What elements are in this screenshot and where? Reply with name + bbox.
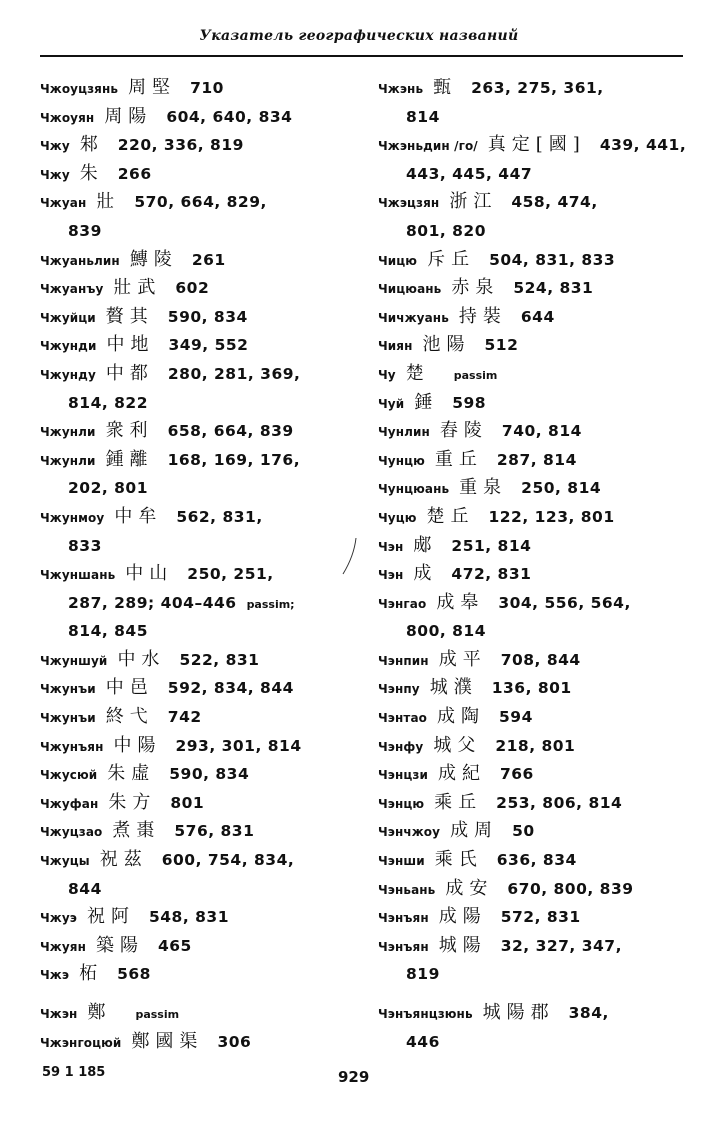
index-column-left — [40, 74, 370, 1056]
entry-chinese-characters: 成安 — [445, 877, 494, 899]
index-entry — [378, 789, 688, 818]
entry-name: Чэнши — [378, 854, 425, 869]
entry-chinese-characters: 乘丘 — [434, 791, 483, 813]
entry-name: Чэнпу — [378, 682, 420, 697]
page-references: 472, 831 — [451, 565, 532, 584]
page-references: 801, 820 — [406, 221, 486, 240]
entry-chinese-characters: 壯武 — [113, 277, 162, 299]
entry-chinese-characters: 乘氏 — [434, 849, 483, 871]
index-entry — [378, 389, 688, 418]
entry-name: Чжунди — [40, 339, 97, 354]
entry-chinese-characters: 鱄陵 — [129, 248, 178, 270]
entry-name: Чжуэ — [40, 911, 77, 926]
index-entry — [378, 703, 688, 732]
page-references: 280, 281, 369, — [167, 364, 301, 383]
entry-chinese-characters: 終弋 — [105, 706, 154, 728]
index-entry — [40, 1028, 370, 1057]
index-entry — [40, 331, 370, 360]
entry-name: Чжоуян — [40, 110, 95, 125]
page-references: 384, — [568, 1004, 609, 1022]
index-entry — [378, 360, 688, 389]
page-references: 814, 822 — [68, 393, 148, 412]
entry-name: Чжуншань — [40, 568, 116, 583]
index-entry — [40, 646, 370, 675]
page-references: 570, 664, 829, — [134, 193, 267, 212]
entry-name: Чуцю — [378, 510, 417, 525]
entry-chinese-characters: 邾 — [79, 134, 104, 156]
entry-name: Чжусюй — [40, 768, 98, 783]
index-entry — [40, 960, 370, 989]
entry-name: Чжэнгоцюй — [40, 1035, 122, 1050]
entry-name: Чэнцю — [378, 796, 425, 811]
entry-chinese-characters: 成皋 — [436, 591, 485, 613]
page-references: 548, 831 — [148, 908, 229, 927]
page-references: 658, 664, 839 — [167, 422, 294, 441]
entry-chinese-characters: 持裝 — [458, 305, 507, 327]
entry-chinese-characters: 成紀 — [437, 763, 486, 785]
index-entry — [40, 760, 370, 789]
index-entry — [378, 303, 688, 332]
entry-chinese-characters: 甄 — [433, 77, 458, 98]
index-entry-continuation — [378, 617, 688, 646]
index-entry — [40, 246, 370, 275]
entry-name: Чжэньдин /го/ — [378, 139, 478, 154]
index-entry — [378, 503, 688, 532]
page-references: 306 — [217, 1032, 252, 1051]
entry-name: Чжу — [40, 139, 70, 154]
entry-name: Чжуанъу — [40, 282, 104, 297]
entry-chinese-characters: 鄭國渠 — [131, 1030, 204, 1052]
page-references: 598 — [452, 393, 487, 412]
entry-name: Чжуйци — [40, 310, 96, 325]
entry-name: Чжунли — [40, 425, 96, 440]
entry-name: Чэнчжоу — [378, 825, 441, 840]
page-references: 814, 845 — [68, 622, 148, 641]
index-entry — [40, 417, 370, 446]
entry-name: Чэнъян — [378, 939, 429, 954]
entry-chinese-characters: 成陶 — [437, 706, 485, 728]
page-references: 590, 834 — [167, 307, 248, 326]
entry-name: Чэнцзи — [378, 768, 428, 783]
entry-chinese-characters: 郕 — [413, 534, 438, 556]
entry-name: Чунцюань — [378, 482, 450, 497]
entry-name: Чэнфу — [378, 739, 424, 754]
index-entry-continuation — [378, 103, 688, 132]
entry-name: Чу — [378, 367, 396, 382]
entry-name: Чжунли — [40, 453, 96, 468]
index-entry — [378, 446, 688, 475]
page-references: 819 — [406, 965, 440, 984]
entry-chinese-characters: 柘 — [79, 963, 104, 985]
entry-chinese-characters: 浙江 — [449, 191, 498, 213]
margin-pencil-mark — [340, 536, 360, 576]
entry-name: Чэн — [378, 539, 404, 554]
page-references: 263, 275, 361, — [471, 79, 604, 97]
passim-note: passim — [135, 1008, 180, 1021]
page-header-title: Указатель географических названий — [199, 28, 519, 44]
entry-chinese-characters: 城父 — [433, 734, 482, 756]
entry-chinese-characters: 朱虛 — [107, 763, 156, 785]
entry-name: Чэнъян — [378, 911, 429, 926]
page-references: 594 — [499, 708, 533, 727]
entry-chinese-characters: 朱方 — [108, 791, 157, 813]
entry-chinese-characters: 中水 — [117, 648, 166, 670]
page-references: 458, 474, — [511, 193, 598, 212]
entry-name: Чиян — [378, 339, 413, 354]
page-references: 304, 556, 564, — [498, 593, 631, 612]
page-references: 590, 834 — [169, 765, 250, 784]
index-entry — [40, 789, 370, 818]
page-references: 122, 123, 801 — [488, 507, 615, 526]
entry-name: Чицюань — [378, 282, 442, 297]
index-entry — [40, 74, 370, 103]
entry-name: Чжэ — [40, 968, 70, 983]
index-entry — [40, 932, 370, 961]
index-entry — [40, 503, 370, 532]
index-entry — [40, 160, 370, 189]
index-entry-continuation — [378, 217, 688, 246]
page-references: 443, 445, 447 — [406, 164, 533, 183]
index-entry — [378, 932, 688, 961]
page-references: 833 — [68, 536, 102, 555]
page-references: 261 — [191, 250, 226, 269]
index-entry — [378, 474, 688, 503]
index-entry — [40, 446, 370, 475]
index-entry — [378, 999, 688, 1028]
entry-chinese-characters: 中陽 — [113, 734, 162, 756]
page-references: 814 — [406, 107, 440, 126]
index-entry — [378, 674, 688, 703]
passim-note: passim; — [246, 597, 295, 611]
index-entry — [40, 560, 370, 589]
page-references: 32, 327, 347, — [500, 936, 622, 955]
entry-chinese-characters: 壯 — [96, 191, 121, 213]
index-entry — [40, 131, 370, 160]
entry-chinese-characters: 祝茲 — [99, 849, 148, 871]
page-references: 512 — [484, 336, 519, 355]
index-entry — [40, 674, 370, 703]
entry-chinese-characters: 中地 — [106, 334, 155, 356]
entry-name: Чэнтао — [378, 711, 427, 726]
page-references: 202, 801 — [68, 479, 148, 498]
page-references: 293, 301, 814 — [175, 736, 302, 755]
page-references: 250, 814 — [521, 479, 602, 498]
index-entry — [40, 360, 370, 389]
index-entry — [378, 274, 688, 303]
page-references: 800, 814 — [406, 622, 486, 641]
index-entry — [40, 188, 370, 217]
entry-chinese-characters: 池陽 — [422, 334, 471, 356]
entry-name: Чжунъян — [40, 739, 104, 754]
page-references: 708, 844 — [500, 650, 581, 669]
page-references: 670, 800, 839 — [507, 879, 634, 898]
index-entry — [378, 560, 688, 589]
entry-chinese-characters: 城濮 — [429, 677, 478, 699]
index-entry — [40, 846, 370, 875]
entry-chinese-characters: 錘 — [414, 391, 439, 413]
entry-name: Чжунъи — [40, 682, 96, 697]
index-entry — [378, 589, 688, 618]
index-entry-continuation — [40, 589, 370, 618]
index-entry — [378, 417, 688, 446]
page-references: 801 — [170, 793, 205, 812]
index-entry — [378, 532, 688, 561]
page-references: 644 — [520, 307, 555, 326]
page-references: 766 — [499, 765, 534, 784]
entry-name: Чуй — [378, 396, 405, 411]
entry-chinese-characters: 煮棗 — [112, 820, 161, 842]
entry-chinese-characters: 楚丘 — [426, 505, 475, 527]
index-entry-continuation — [40, 617, 370, 646]
entry-name: Чжэцзян — [378, 196, 440, 211]
page-references: 572, 831 — [500, 908, 581, 927]
entry-name: Чичжуань — [378, 310, 449, 325]
entry-chinese-characters: 斥丘 — [427, 248, 476, 270]
entry-chinese-characters: 成周 — [450, 820, 499, 842]
index-entry — [378, 131, 688, 160]
entry-chinese-characters: 築陽 — [95, 934, 144, 956]
page-number: 929 — [338, 1068, 370, 1086]
page-references: 266 — [117, 164, 152, 183]
entry-chinese-characters: 中邑 — [105, 677, 154, 699]
entry-name: Чэнъянцзюнь — [378, 1007, 473, 1021]
page-references: 602 — [175, 279, 210, 298]
page-references: 439, 441, — [599, 136, 687, 155]
entry-chinese-characters: 重泉 — [459, 477, 508, 499]
index-entry-continuation — [40, 875, 370, 904]
entry-chinese-characters: 鄭 — [87, 1002, 112, 1023]
index-entry — [40, 103, 370, 132]
index-entry — [378, 903, 688, 932]
index-entry-continuation — [378, 160, 688, 189]
entry-chinese-characters: 楚 — [405, 362, 430, 384]
entry-chinese-characters: 城陽 — [438, 934, 487, 956]
index-entry — [40, 703, 370, 732]
page-references: 710 — [190, 79, 224, 97]
entry-name: Чжу — [40, 167, 70, 182]
page-references: 465 — [157, 936, 192, 955]
entry-chinese-characters: 中牟 — [114, 505, 163, 527]
index-entry — [378, 246, 688, 275]
index-entry — [40, 999, 370, 1028]
page-references: 446 — [406, 1032, 440, 1051]
entry-chinese-characters: 赤泉 — [451, 277, 500, 299]
entry-chinese-characters: 舂陵 — [439, 420, 488, 442]
page-references: 251, 814 — [451, 536, 532, 555]
entry-name: Чжуцы — [40, 854, 90, 869]
page-references: 287, 289; 404–446 — [68, 593, 237, 612]
page-references: 568 — [117, 965, 151, 984]
entry-chinese-characters: 鍾離 — [105, 448, 154, 470]
entry-chinese-characters: 祝阿 — [86, 906, 135, 928]
index-entry — [378, 74, 688, 103]
entry-name: Чунцю — [378, 453, 425, 468]
entry-name: Чэньань — [378, 882, 436, 897]
page-references: 250, 251, — [187, 565, 274, 584]
page-references: 522, 831 — [179, 650, 260, 669]
entry-name: Чжоуцзянь — [40, 82, 119, 96]
entry-chinese-characters: 贅其 — [105, 305, 154, 327]
entry-name: Чжунъи — [40, 711, 96, 726]
page-references: 220, 336, 819 — [117, 136, 244, 155]
index-entry — [40, 303, 370, 332]
page-references: 844 — [68, 879, 102, 898]
entry-chinese-characters: 成 — [413, 563, 438, 585]
page-references: 740, 814 — [501, 422, 582, 441]
index-entry — [40, 732, 370, 761]
entry-chinese-characters: 朱 — [79, 162, 104, 184]
index-entry — [378, 646, 688, 675]
index-entry-continuation — [40, 532, 370, 561]
index-entry — [40, 817, 370, 846]
entry-name: Чжунмоу — [40, 510, 105, 525]
entry-name: Чжуаньлин — [40, 253, 120, 268]
entry-name: Чжунду — [40, 367, 96, 382]
index-entry-continuation — [378, 960, 688, 989]
print-code: 59 1 185 — [42, 1065, 106, 1080]
page-references: 253, 806, 814 — [496, 793, 623, 812]
entry-chinese-characters: 城陽郡 — [482, 1002, 555, 1023]
index-entry-continuation — [40, 389, 370, 418]
page-references: 562, 831, — [176, 507, 263, 526]
page-references: 592, 834, 844 — [167, 679, 294, 698]
entry-name: Чэнпин — [378, 653, 429, 668]
entry-chinese-characters: 成平 — [438, 648, 487, 670]
page-references: 218, 801 — [495, 736, 576, 755]
index-entry-continuation — [378, 1028, 688, 1057]
index-entry — [378, 846, 688, 875]
entry-name: Чжуншуй — [40, 653, 108, 668]
entry-name: Чицю — [378, 253, 418, 268]
entry-chinese-characters: 中都 — [105, 362, 154, 384]
page-references: 742 — [167, 708, 202, 727]
index-entry — [378, 760, 688, 789]
page-references: 50 — [512, 822, 535, 841]
page-references: 349, 552 — [168, 336, 249, 355]
index-entry-continuation — [40, 474, 370, 503]
entry-name: Чжэн — [40, 1007, 78, 1021]
index-entry — [378, 875, 688, 904]
entry-chinese-characters: 真定[國] — [487, 134, 586, 156]
page-references: 287, 814 — [496, 450, 577, 469]
entry-name: Чжуцзао — [40, 825, 103, 840]
entry-chinese-characters: 成陽 — [438, 906, 487, 928]
page-references: 600, 754, 834, — [161, 851, 295, 870]
page-references: 636, 834 — [496, 851, 577, 870]
entry-name: Чжэнь — [378, 82, 424, 96]
index-entry-continuation — [40, 217, 370, 246]
entry-chinese-characters: 周堅 — [128, 77, 177, 98]
entry-chinese-characters: 周陽 — [104, 105, 153, 127]
entry-name: Чэн — [378, 568, 404, 583]
index-entry — [378, 817, 688, 846]
entry-chinese-characters: 衆利 — [105, 420, 154, 442]
index-column-right — [378, 74, 688, 1056]
page-references: 524, 831 — [513, 279, 594, 298]
index-entry — [378, 331, 688, 360]
index-entry — [378, 732, 688, 761]
passim-note: passim — [453, 368, 498, 382]
entry-chinese-characters: 重丘 — [434, 448, 483, 470]
page-references: 136, 801 — [491, 679, 572, 698]
entry-name: Чжуан — [40, 196, 87, 211]
entry-name: Чэнгао — [378, 596, 427, 611]
page-references: 604, 640, 834 — [166, 107, 293, 126]
header-rule — [40, 55, 683, 57]
index-entry — [40, 274, 370, 303]
page-references: 168, 169, 176, — [167, 450, 301, 469]
entry-name: Чжуян — [40, 939, 86, 954]
page-references: 576, 831 — [174, 822, 255, 841]
page-references: 504, 831, 833 — [489, 250, 616, 269]
entry-name: Чунлин — [378, 425, 430, 440]
entry-name: Чжуфан — [40, 796, 99, 811]
page-references: 839 — [68, 221, 102, 240]
index-entry — [378, 188, 688, 217]
index-entry — [40, 903, 370, 932]
entry-chinese-characters: 中山 — [125, 563, 174, 585]
